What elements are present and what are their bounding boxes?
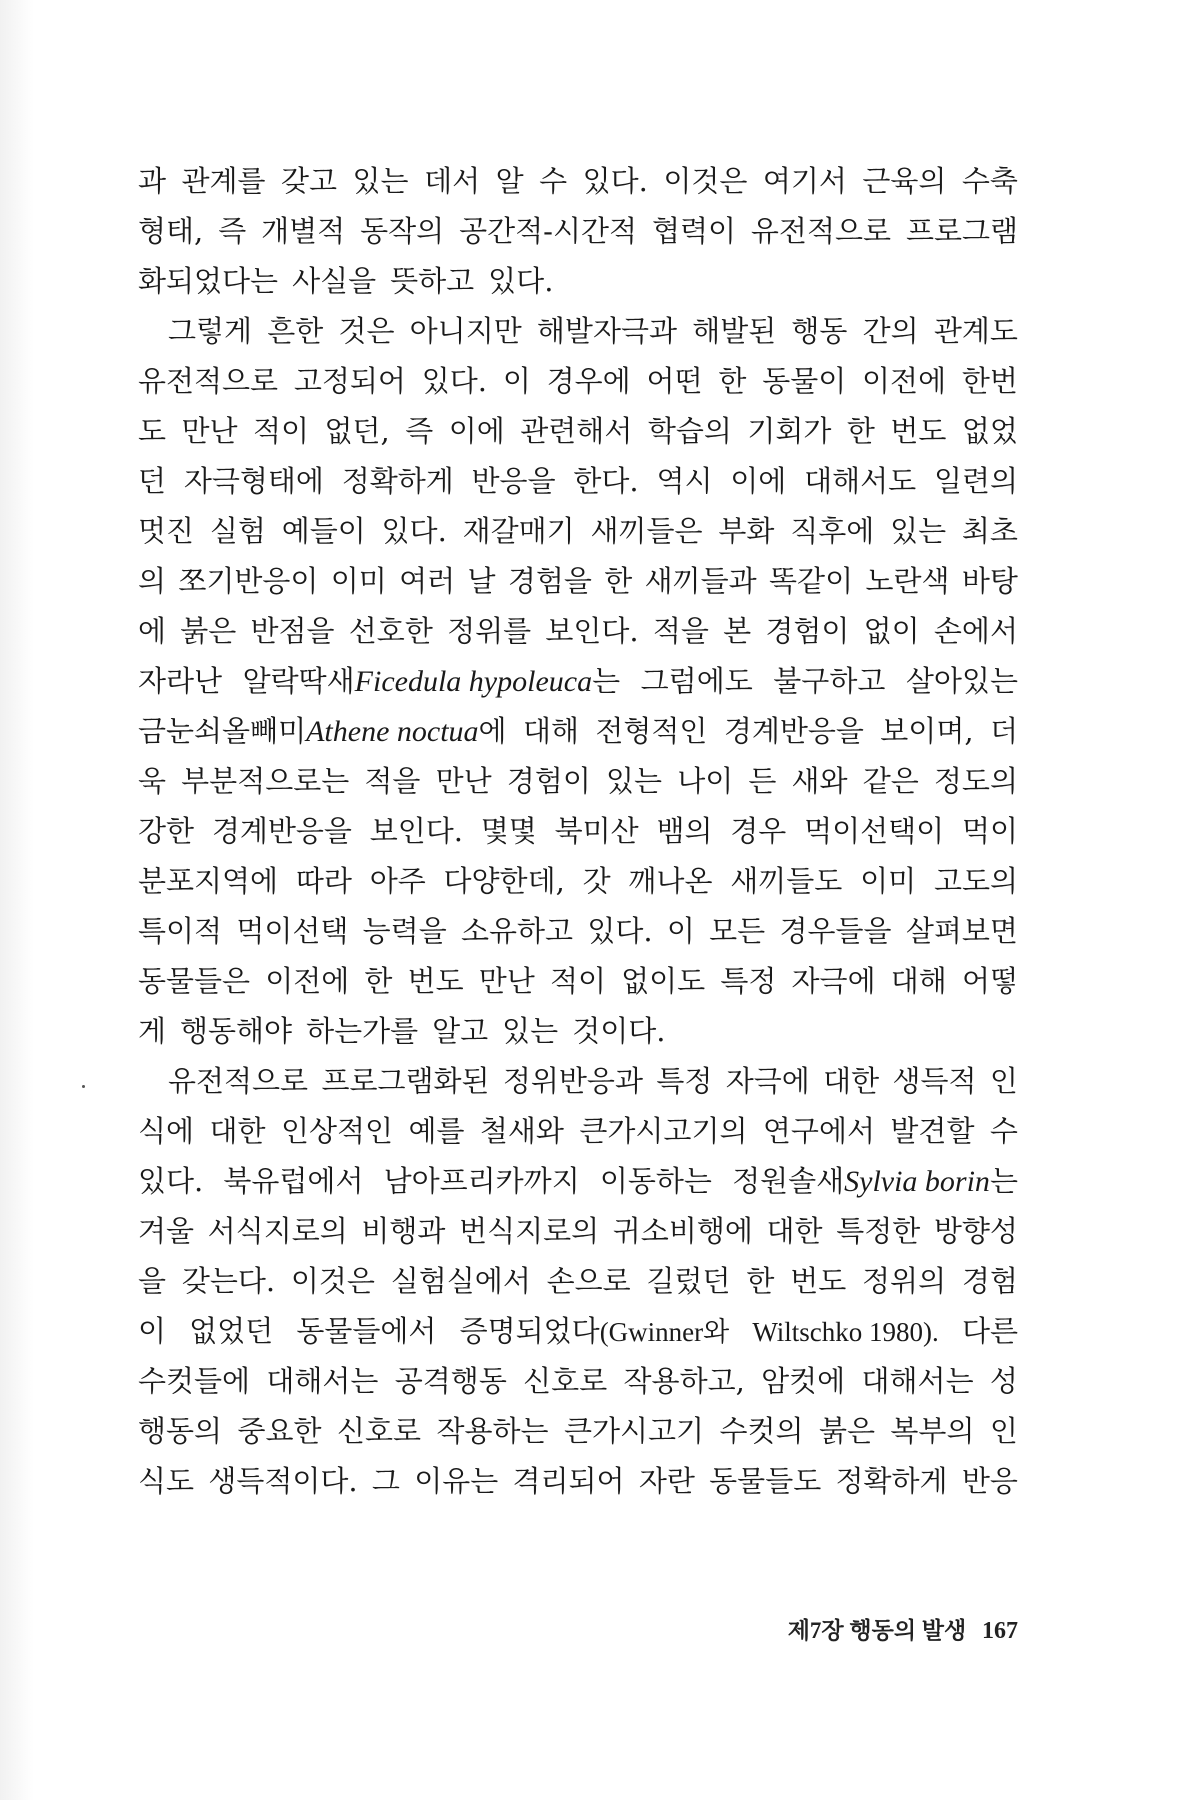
word: 대한 — [209, 1114, 266, 1148]
word: 특정한 — [836, 1214, 921, 1248]
word: 있는 — [502, 1014, 559, 1048]
word: 프로그램 — [905, 214, 1018, 248]
word: 유전적으로 — [168, 1064, 309, 1098]
word: 그 — [371, 1464, 400, 1498]
word: 손에서 — [933, 614, 1018, 648]
word: (Gwinner와 — [599, 1317, 730, 1347]
word: 번도 — [790, 1264, 847, 1298]
text-line — [138, 156, 1018, 206]
word: 적이 — [549, 964, 606, 998]
word: 고도의 — [933, 864, 1018, 898]
word: 고정되어 — [293, 364, 406, 398]
word: 어떻 — [961, 964, 1018, 998]
word: 큰가시고기의 — [579, 1114, 748, 1148]
word: 최초 — [961, 514, 1018, 548]
word: 이전에 — [265, 964, 350, 998]
word: 번도 — [407, 964, 464, 998]
word: 있다. — [582, 164, 648, 198]
word: 대해서는 — [266, 1364, 379, 1398]
word: 격리되어 — [512, 1464, 625, 1498]
word: 데서 — [424, 164, 481, 198]
word: 즉 — [405, 414, 434, 448]
word: 본 — [723, 614, 752, 648]
word: 실험 — [209, 514, 266, 548]
word: 동물들은 — [138, 964, 251, 998]
word: 수컷들에 — [138, 1364, 251, 1398]
word: 정원솔새 — [732, 1164, 845, 1198]
word: 알 — [495, 164, 524, 198]
word: 새끼들은 — [590, 514, 703, 548]
word: 없었 — [961, 414, 1018, 448]
word: 인상적인 — [280, 1114, 393, 1148]
word: 유전적으로 — [750, 214, 891, 248]
word: 다양한데, — [443, 864, 565, 898]
word: 서식지로의 — [207, 1214, 348, 1248]
word: 자란 — [638, 1464, 695, 1498]
word: 멋진 — [138, 514, 195, 548]
word: 흔한 — [267, 314, 324, 348]
word: 새끼들도 — [730, 864, 843, 898]
word: 정확하게 — [835, 1464, 948, 1498]
word: 이 — [502, 364, 531, 398]
word: 보이며, — [880, 714, 974, 748]
word: 자극에 — [725, 1064, 810, 1098]
word: 증명되었다 — [459, 1314, 600, 1348]
word: 손으로 — [546, 1264, 631, 1298]
word: 뱀의 — [656, 814, 713, 848]
word: 정도의 — [933, 764, 1018, 798]
word: 있는 — [890, 514, 947, 548]
word: 금눈쇠올빼미 — [138, 714, 307, 748]
word: 직후에 — [790, 514, 875, 548]
text-line — [138, 506, 1018, 556]
word: 있다. — [381, 514, 447, 548]
margin-dot — [82, 1085, 85, 1088]
word: 부분적으로는 — [181, 764, 350, 798]
word: 정위반응과 — [502, 1064, 643, 1098]
word: 경험 — [961, 1264, 1018, 1298]
page-edge-shadow — [0, 0, 34, 1800]
word: 이미 — [330, 564, 387, 598]
word: 공격행동 — [394, 1364, 507, 1398]
word: 정위의 — [862, 1264, 947, 1298]
word: 한 — [846, 414, 875, 448]
word: 한 — [746, 1264, 775, 1298]
text-line — [138, 1256, 1018, 1306]
word: 만난 — [478, 964, 535, 998]
word: 이전에 — [862, 364, 947, 398]
word: 한다. — [573, 464, 639, 498]
word: 프로그램화된 — [321, 1064, 490, 1098]
word: 성 — [989, 1364, 1018, 1398]
word: 개별적 — [261, 214, 346, 248]
text-line — [138, 806, 1018, 856]
word: 대한 — [766, 1214, 823, 1248]
word: 쪼기반응이 — [178, 564, 319, 598]
page-footer — [740, 1612, 1018, 1645]
word: 불구하고 — [773, 664, 886, 698]
word: 경험을 — [507, 564, 592, 598]
word: 만난 — [435, 764, 492, 798]
word: 알고 — [432, 1014, 489, 1048]
word: 귀소비행에 — [612, 1214, 753, 1248]
word: 에 — [478, 714, 507, 748]
page-number: 167 — [982, 1618, 1018, 1644]
word: 살펴보면 — [905, 914, 1018, 948]
word: 과 — [138, 164, 167, 198]
word: 자라난 — [138, 664, 223, 698]
word: 나이 — [677, 764, 734, 798]
word: 해발된 — [692, 314, 777, 348]
word: 있다. — [587, 914, 653, 948]
word: 신호로 — [336, 1414, 422, 1448]
word: 이미 — [860, 864, 917, 898]
word: 갓 — [582, 864, 611, 898]
word: 행동 — [791, 314, 848, 348]
text-line — [138, 1456, 1018, 1506]
word: 식에 — [138, 1114, 195, 1148]
word: 동물들도 — [709, 1464, 822, 1498]
word: 하는가를 — [306, 1014, 419, 1048]
word: 수컷의 — [719, 1414, 804, 1448]
chapter-title: 제7장 행동의 발생 — [787, 1618, 967, 1643]
word: 발견할 — [890, 1114, 975, 1148]
word: 적이 — [253, 414, 310, 448]
body-text — [138, 156, 1018, 1506]
text-line — [138, 956, 1018, 1006]
word: 대해 — [890, 964, 947, 998]
word: 경우 — [730, 814, 787, 848]
word: 작용하는 — [436, 1414, 549, 1448]
word: 같은 — [862, 764, 919, 798]
word: 자극형태에 — [183, 464, 324, 498]
word: 없었던 — [189, 1314, 274, 1348]
word: 경계반응을 — [211, 814, 352, 848]
word: 그렇게 — [168, 314, 253, 348]
word: 먹이선택이 — [804, 814, 945, 848]
word: 보인다. — [369, 814, 463, 848]
word: 이 — [666, 914, 695, 948]
word: 똑같이 — [769, 564, 854, 598]
word: 비행과 — [361, 1214, 446, 1248]
word: 수 — [989, 1114, 1018, 1148]
word: 이에 — [448, 414, 505, 448]
word: 있는 — [352, 164, 409, 198]
text-line — [138, 1206, 1018, 1256]
word: 노란색 — [865, 564, 950, 598]
word: 없던, — [324, 414, 390, 448]
word: 욱 — [138, 764, 167, 798]
word: 깨나온 — [628, 864, 713, 898]
word: 특정 — [720, 964, 777, 998]
word: 만난 — [181, 414, 238, 448]
word: 인 — [989, 1064, 1018, 1098]
word: 던 — [138, 464, 167, 498]
word: 한 — [364, 964, 393, 998]
word: 해발자극과 — [536, 314, 677, 348]
word: 알락딱새 — [242, 664, 355, 698]
word: 반응을 — [471, 464, 556, 498]
species-word — [243, 656, 621, 707]
word: 동물이 — [762, 364, 847, 398]
word: 이에 — [730, 464, 787, 498]
word: 한 — [604, 564, 633, 598]
word: 협력이 — [651, 214, 736, 248]
species-name: Athene noctua — [306, 715, 479, 748]
word: 사실을 — [292, 264, 377, 298]
word: 예를 — [408, 1114, 465, 1148]
word: 살아있는 — [905, 664, 1018, 698]
word: 즉 — [218, 214, 247, 248]
word: 붉은 — [180, 614, 237, 648]
word: 적을 — [652, 614, 709, 648]
word: 인 — [989, 1414, 1018, 1448]
word: 일련의 — [933, 464, 1018, 498]
word: 학습의 — [647, 414, 732, 448]
word: Wiltschko 1980). — [752, 1317, 939, 1347]
text-line — [138, 206, 1018, 256]
text-line — [138, 1356, 1018, 1406]
word: 북유럽에서 — [223, 1164, 364, 1198]
word: 신호로 — [523, 1364, 608, 1398]
species-name: Sylvia borin — [844, 1165, 990, 1198]
word: 능력을 — [362, 914, 447, 948]
word: 역시 — [656, 464, 713, 498]
word: 실험실에서 — [390, 1264, 531, 1298]
text-line — [138, 706, 1018, 756]
text-line — [138, 406, 1018, 456]
word: 경우들을 — [779, 914, 892, 948]
text-line — [138, 906, 1018, 956]
word: 자극에 — [791, 964, 876, 998]
text-line — [138, 356, 1018, 406]
word: 중요한 — [237, 1414, 322, 1448]
word: 도 — [138, 414, 167, 448]
species-word — [732, 1156, 1018, 1207]
word: 몇몇 — [480, 814, 537, 848]
word: 이유는 — [414, 1464, 499, 1498]
word: 한 — [718, 364, 747, 398]
word: 여기서 — [762, 164, 847, 198]
word: 형태, — [138, 214, 204, 248]
text-line — [138, 656, 1018, 706]
word: 어떤 — [646, 364, 703, 398]
word: 반응 — [961, 1464, 1018, 1498]
word: 번도 — [890, 414, 947, 448]
word: 것이다. — [572, 1014, 666, 1048]
word: 대해서도 — [804, 464, 917, 498]
word: 화되었다는 — [138, 264, 279, 298]
word: 근육의 — [862, 164, 947, 198]
text-line — [138, 856, 1018, 906]
word: 날 — [467, 564, 496, 598]
word: 정위를 — [447, 614, 532, 648]
word: 있는 — [606, 764, 663, 798]
word: 이동하는 — [599, 1164, 712, 1198]
word: 번식지로의 — [459, 1214, 600, 1248]
word: 수축 — [961, 164, 1018, 198]
word: 행동해야 — [180, 1014, 293, 1048]
word: 먹이 — [961, 814, 1018, 848]
word: 유전적으로 — [138, 364, 279, 398]
word: 강한 — [138, 814, 195, 848]
citation-word — [460, 1306, 730, 1357]
word: 특정 — [656, 1064, 713, 1098]
word: 있다. — [138, 1164, 204, 1198]
species-name: Ficedula hypoleuca — [354, 665, 593, 698]
species-word — [138, 706, 507, 757]
word: 없이 — [863, 614, 920, 648]
word: 소유하고 — [461, 914, 574, 948]
word: 먹이선택 — [236, 914, 349, 948]
word: 다른 — [961, 1314, 1018, 1348]
word: 있다. — [488, 264, 554, 298]
word: 을 — [138, 1264, 167, 1298]
word: 정확하게 — [341, 464, 454, 498]
word: 있다. — [421, 364, 488, 398]
word: 복부의 — [890, 1414, 975, 1448]
word: 예들이 — [281, 514, 366, 548]
word: 동작의 — [360, 214, 445, 248]
word: 생득적 — [892, 1064, 977, 1098]
word: 부화 — [718, 514, 775, 548]
word: 게 — [138, 1014, 167, 1048]
word: 이 — [138, 1314, 167, 1348]
text-line — [138, 1156, 1018, 1206]
word: 전형적인 — [595, 714, 708, 748]
text-line — [138, 1006, 1018, 1056]
word: 모든 — [709, 914, 766, 948]
word: 보인다. — [545, 614, 639, 648]
text-line — [138, 1056, 1018, 1106]
word: 수 — [539, 164, 568, 198]
word: 갖고 — [281, 164, 338, 198]
text-line — [138, 1106, 1018, 1156]
word: 관계도 — [933, 314, 1018, 348]
word: 공간적-시간적 — [459, 214, 637, 248]
word: 그럼에도 — [640, 664, 753, 698]
word: 길렀던 — [646, 1264, 731, 1298]
word: 이것은 — [663, 164, 748, 198]
word: 선호한 — [348, 614, 433, 648]
word: 방향성 — [933, 1214, 1018, 1248]
word: 겨울 — [138, 1214, 195, 1248]
text-line — [138, 556, 1018, 606]
text-line — [138, 256, 1018, 306]
word: 대해 — [522, 714, 579, 748]
word: 에 — [138, 614, 167, 648]
word: 새와 — [791, 764, 848, 798]
word: 든 — [748, 764, 777, 798]
word: 뜻하고 — [390, 264, 475, 298]
word: 북미산 — [554, 814, 639, 848]
word: 경우에 — [546, 364, 631, 398]
word: 경험이 — [765, 614, 850, 648]
text-line — [138, 756, 1018, 806]
word: 의 — [138, 564, 167, 598]
word: 식도 — [138, 1464, 195, 1498]
word: 기회가 — [747, 414, 832, 448]
word: 간의 — [862, 314, 919, 348]
word: 아주 — [369, 864, 426, 898]
text-line — [138, 1306, 1018, 1356]
word: 행동의 — [138, 1414, 223, 1448]
word: 특이적 — [138, 914, 223, 948]
word: 따라 — [295, 864, 352, 898]
word: 관련해서 — [520, 414, 633, 448]
word: 아니지만 — [409, 314, 522, 348]
word: 생득적이다. — [208, 1464, 358, 1498]
word: 동물들에서 — [296, 1314, 437, 1348]
word: 는 — [592, 664, 621, 698]
word: 대해서는 — [861, 1364, 974, 1398]
word: 철새와 — [479, 1114, 564, 1148]
text-line — [138, 606, 1018, 656]
word: 관계를 — [181, 164, 266, 198]
word: 갖는다. — [181, 1264, 276, 1298]
word: 적을 — [364, 764, 421, 798]
word: 연구에서 — [762, 1114, 875, 1148]
word: 없이도 — [621, 964, 706, 998]
word: 바탕 — [961, 564, 1018, 598]
word: 새끼들과 — [644, 564, 757, 598]
word: 반점을 — [250, 614, 335, 648]
word: 한번 — [961, 364, 1018, 398]
word: 것은 — [338, 314, 395, 348]
text-line — [138, 306, 1018, 356]
word: 경계반응을 — [723, 714, 864, 748]
text-line — [138, 456, 1018, 506]
text-line — [138, 1406, 1018, 1456]
word: 작용하고, — [623, 1364, 745, 1398]
word: 더 — [989, 714, 1018, 748]
word: 대한 — [823, 1064, 880, 1098]
word: 암컷에 — [761, 1364, 846, 1398]
word: 남아프리카까지 — [383, 1164, 580, 1198]
word: 여러 — [399, 564, 456, 598]
word: 큰가시고기 — [563, 1414, 705, 1448]
word: 붉은 — [818, 1414, 875, 1448]
word: 재갈매기 — [462, 514, 575, 548]
word: 경험이 — [506, 764, 591, 798]
word: 분포지역에 — [138, 864, 279, 898]
word: 는 — [989, 1164, 1018, 1198]
word: 이것은 — [290, 1264, 375, 1298]
